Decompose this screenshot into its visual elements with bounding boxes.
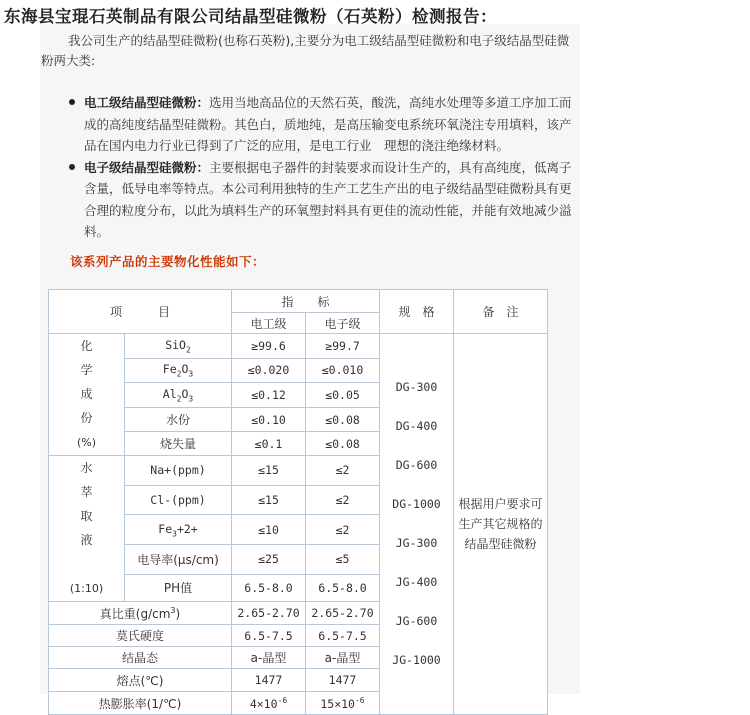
bullet-icon <box>69 99 75 105</box>
header-note: 备 注 <box>454 290 548 334</box>
value-elec: ≤15 <box>232 485 306 515</box>
spec-item: DG-400 <box>395 419 438 433</box>
list-item-text: 主要根据电子器件的封装要求而设计生产的，具有高纯度，低离子含量，低导电率等特点。本公司利用独特的生产工艺生产出的电子级结晶型硅微粉具有更合理的粒度分布，以此为填料生产的环氧塑封料具有更佳的流动性能，并能有效地减少溢料。 <box>84 159 572 239</box>
group-chemical-char: 份 <box>80 411 93 425</box>
group-water-char: 取 <box>80 509 93 523</box>
value-elec: ≤0.1 <box>232 432 306 456</box>
spec-list <box>380 334 454 715</box>
spec-item: DG-1000 <box>392 497 441 511</box>
spec-item: JG-400 <box>395 575 438 589</box>
page-title: 东海县宝琨石英制品有限公司结晶型硅微粉（石英粉）检测报告： <box>4 7 497 26</box>
value-electronic: ≤0.010 <box>306 358 380 383</box>
group-chemical-char: 学 <box>80 363 93 377</box>
group-chemical <box>49 334 125 456</box>
value-electronic: ≤2 <box>306 456 380 486</box>
value-electronic: $15\times 10^{-6}$ <box>306 692 380 715</box>
row-label-fe2o3: $Fe_2O_3$ <box>125 358 232 383</box>
intro-paragraph <box>41 31 579 71</box>
value-elec: $4\times 10^{-6}$ <box>232 692 306 715</box>
group-water-ratio: (1:10) <box>69 582 104 595</box>
value-elec: ≤25 <box>232 545 306 575</box>
header-index: 指 标 <box>232 290 380 313</box>
spec-item: JG-300 <box>395 536 438 550</box>
value-elec: 2.65-2.70 <box>232 602 306 625</box>
row-label-cl: Cl-(ppm) <box>125 485 232 515</box>
value-electronic: 2.65-2.70 <box>306 602 380 625</box>
value-electronic: ≤5 <box>306 545 380 575</box>
value-elec: ≤0.10 <box>232 407 306 432</box>
spec-item: DG-600 <box>395 458 438 472</box>
value-elec: ≤15 <box>232 456 306 486</box>
row-label-ph: PH值 <box>125 574 232 601</box>
value-electronic: ≤0.05 <box>306 383 380 408</box>
bullet-icon <box>69 164 75 170</box>
row-label-water: 水份 <box>125 407 232 432</box>
group-water-char: 水 <box>80 461 93 475</box>
list-item-term: 电工级结晶型硅微粉： <box>84 95 210 110</box>
value-electronic: a-晶型 <box>306 647 380 669</box>
spec-table <box>48 289 548 715</box>
group-chemical-char: 成 <box>80 387 93 401</box>
header-item: 项 目 <box>49 290 232 334</box>
group-chemical-char: (%) <box>76 436 97 449</box>
list-item <box>66 92 576 157</box>
list-item-text: 选用当地高品位的天然石英，酸洗，高纯水处理等多道工序加工而成的高纯度结晶型硅微粉。其色白，质地纯，是高压输变电系统环氧浇注专用填料，该产品在国内电力行业已得到了广泛的应用，是电工行业 理想的浇注绝缘材料。 <box>84 95 572 153</box>
row-label-melting-point: 熔点(℃) <box>49 669 232 692</box>
value-electronic: 1477 <box>306 669 380 692</box>
value-elec: 1477 <box>232 669 306 692</box>
product-list <box>66 92 576 243</box>
header-elec-grade: 电工级 <box>232 313 306 334</box>
value-electronic: 6.5-8.0 <box>306 574 380 601</box>
row-label-al2o3: $Al_2O_3$ <box>125 383 232 408</box>
row-label-conductivity: 电导率(μs/cm) <box>125 545 232 575</box>
spec-item: JG-600 <box>395 614 438 628</box>
intro-text: 我公司生产的结晶型硅微粉(也称石英粉),主要分为电工级结晶型硅微粉和电子级结晶型硅微粉两大类: <box>41 33 570 68</box>
value-elec: 6.5-7.5 <box>232 625 306 647</box>
value-elec: ≤0.12 <box>232 383 306 408</box>
group-water-char: 液 <box>80 533 93 547</box>
group-water-char: 萃 <box>80 485 93 499</box>
value-electronic: ≤0.08 <box>306 407 380 432</box>
value-elec: a-晶型 <box>232 647 306 669</box>
value-elec: 6.5-8.0 <box>232 574 306 601</box>
row-label-expansion: 热膨胀率(1/℃) <box>49 692 232 715</box>
value-electronic: ≤0.08 <box>306 432 380 456</box>
row-label-fe-ion: $Fe_3+2+$ <box>125 515 232 545</box>
value-electronic: ≤2 <box>306 515 380 545</box>
list-item-term: 电子级结晶型硅微粉： <box>84 159 210 175</box>
note-cell: 根据用户要求可生产其它规格的结晶型硅微粉 <box>454 334 548 715</box>
value-electronic: 6.5-7.5 <box>306 625 380 647</box>
section-subheading: 该系列产品的主要物化性能如下： <box>70 254 266 269</box>
row-label-loss: 烧失量 <box>125 432 232 456</box>
value-electronic: ≥99.7 <box>306 334 380 359</box>
row-label-specific-gravity: 真比重$(g/cm^3)$ <box>49 602 232 625</box>
list-item <box>66 157 576 243</box>
row-label-na: Na+(ppm) <box>125 456 232 486</box>
spec-item: JG-1000 <box>392 653 441 667</box>
group-water-extract <box>49 456 125 602</box>
spec-item: DG-300 <box>395 380 438 394</box>
group-chemical-char: 化 <box>80 339 93 353</box>
value-elec: ≥99.6 <box>232 334 306 359</box>
row-label-sio2: SiO$_2$ <box>125 334 232 359</box>
header-spec: 规 格 <box>380 290 454 334</box>
value-elec: ≤10 <box>232 515 306 545</box>
row-label-hardness: 莫氏硬度 <box>49 625 232 647</box>
row-label-crystal: 结晶态 <box>49 647 232 669</box>
header-electronic-grade: 电子级 <box>306 313 380 334</box>
value-electronic: ≤2 <box>306 485 380 515</box>
value-elec: ≤0.020 <box>232 358 306 383</box>
